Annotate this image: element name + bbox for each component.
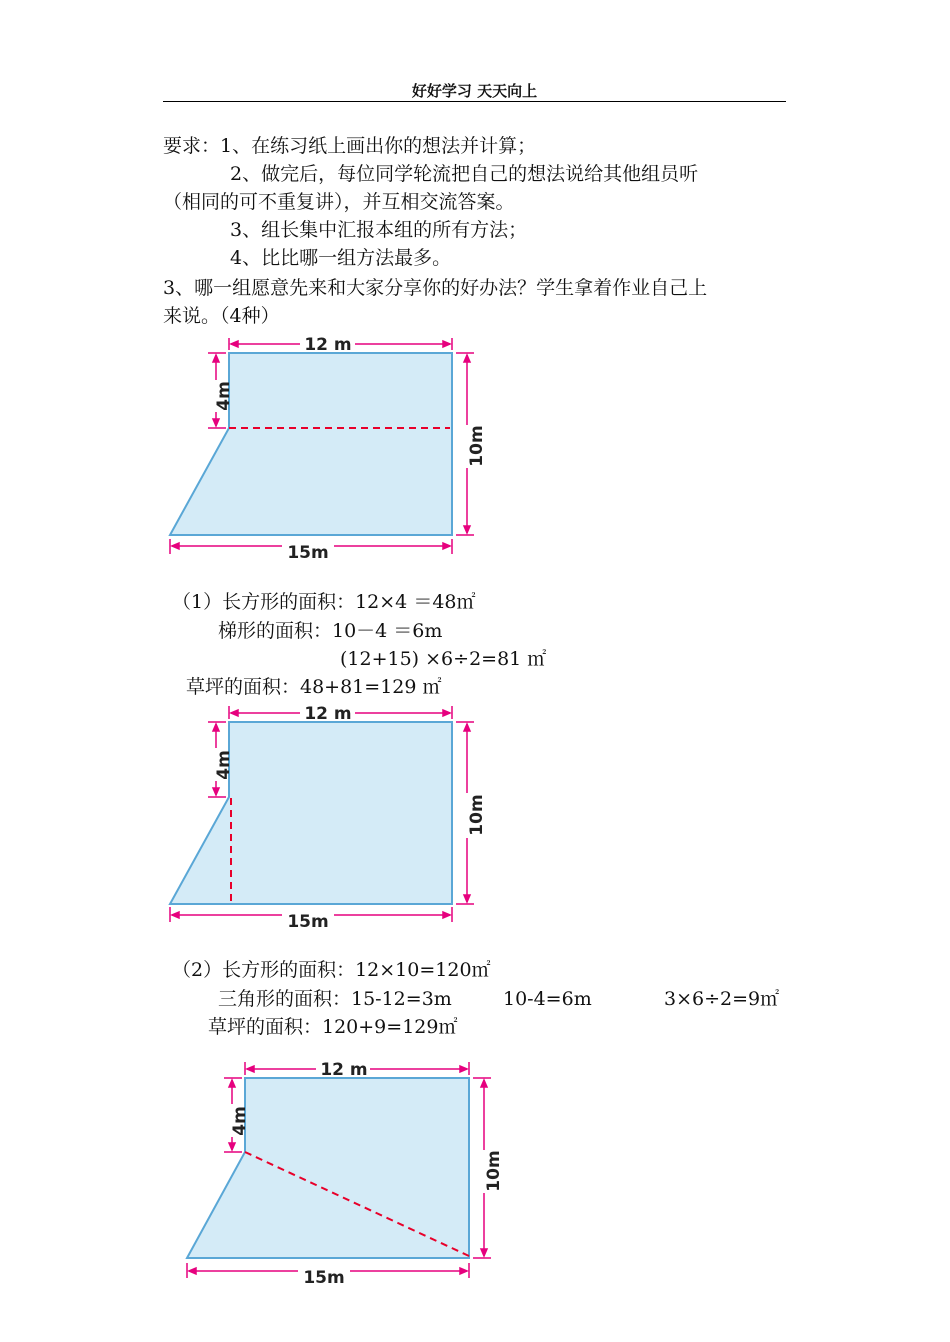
requirement-line-4: 3、组长集中汇报本组的所有方法； (230, 219, 528, 241)
label-left: 4m (230, 1106, 250, 1136)
requirement-line-3: （相同的可不重复讲），并互相交流答案。 (163, 191, 515, 213)
label-bottom: 15m (303, 1268, 345, 1288)
method1-trapezoid-area: (12+15) ×6÷2=81 ㎡ (340, 648, 547, 670)
question-line-1: 3、哪一组愿意先来和大家分享你的好办法？学生拿着作业自己上 (163, 277, 708, 299)
method2-triangle-height: 10-4=6m (503, 988, 592, 1010)
label-top: 12 m (320, 1060, 368, 1080)
label-right: 10m (467, 794, 487, 836)
requirement-line-5: 4、比比哪一组方法最多。 (230, 247, 452, 269)
question-line-2: 来说。（4种） (163, 305, 280, 327)
label-left: 4m (214, 381, 234, 411)
label-bottom: 15m (287, 543, 329, 563)
requirement-line-2: 2、做完后，每位同学轮流把自己的想法说给其他组员听 (230, 163, 699, 185)
method1-rect-area: （1）长方形的面积：12×4 ＝48㎡ (172, 591, 476, 613)
lawn-shape (187, 1078, 469, 1258)
method2-triangle-base: 三角形的面积：15-12=3m (218, 988, 452, 1010)
method2-triangle-area: 3×6÷2=9㎡ (664, 988, 780, 1010)
label-top: 12 m (304, 335, 352, 355)
label-right: 10m (484, 1150, 504, 1192)
method2-rect-area: （2）长方形的面积：12×10=120㎡ (172, 959, 491, 981)
method1-total-area: 草坪的面积：48+81=129 ㎡ (186, 676, 442, 698)
page-header: 好好学习 天天向上 (411, 82, 538, 100)
method2-total-area: 草坪的面积：120+9=129㎡ (208, 1016, 458, 1038)
label-top: 12 m (304, 704, 352, 724)
label-left: 4m (214, 750, 234, 780)
requirement-line-1: 要求：1、在练习纸上画出你的想法并计算； (163, 135, 537, 157)
label-bottom: 15m (287, 912, 329, 932)
label-right: 10m (467, 425, 487, 467)
method1-trapezoid-height: 梯形的面积：10－4 ＝6m (218, 620, 443, 642)
